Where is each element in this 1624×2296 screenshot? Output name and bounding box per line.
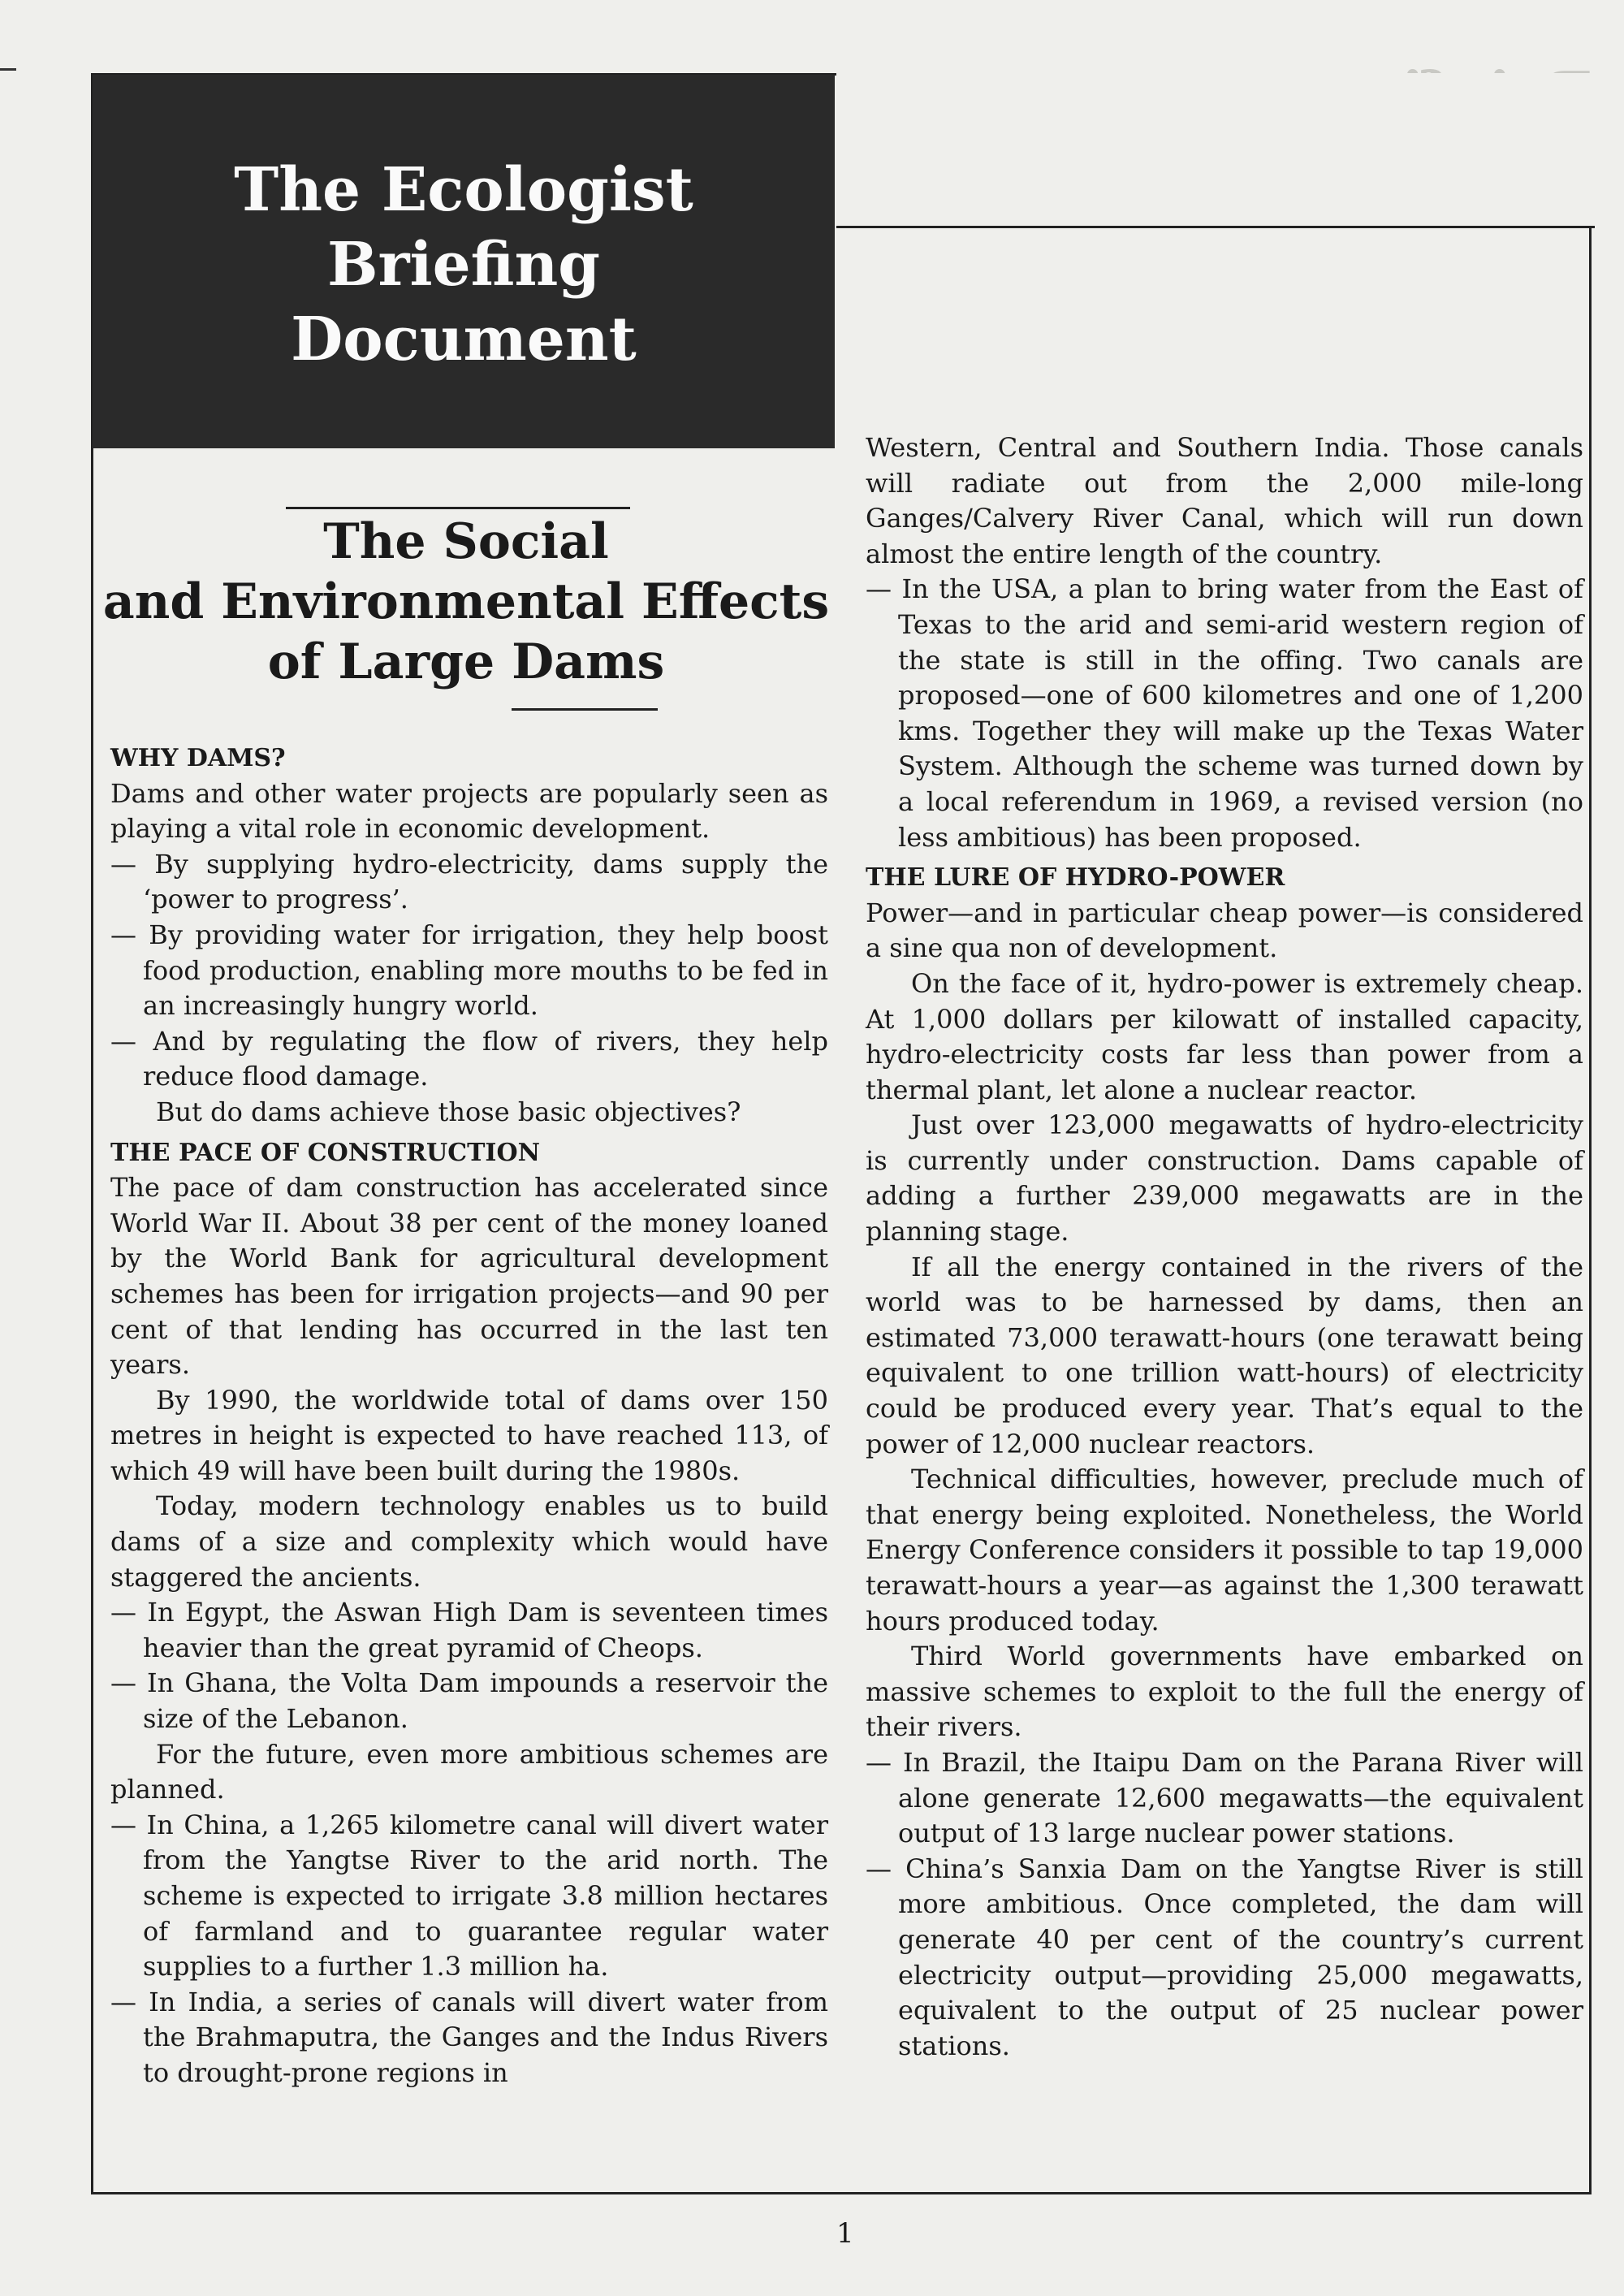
article-title bbox=[97, 512, 835, 692]
bullet-paragraph: — In Ghana, the Volta Dam impounds a reservoir the size of the Lebanon. bbox=[110, 1667, 828, 1735]
body-paragraph: Third World governments have embarked on massive schemes to exploit to the full the energy of their rivers. bbox=[866, 1641, 1583, 1743]
bullet-paragraph: — In India, a series of canals will divert water from the Brahmaputra, the Ganges and the Indus Rivers to drought-prone regions in bbox=[110, 1986, 828, 2088]
masthead-line-3: Document bbox=[291, 305, 637, 374]
body-paragraph: Western, Central and Southern India. Those canals will radiate out from the 2,000 mile-long Ganges/Calvery River Canal, which will run down almost the entire length of the country. bbox=[866, 432, 1583, 569]
body-paragraph: On the face of it, hydro-power is extremely cheap. At 1,000 dollars per kilowatt of installed capacity, hydro-electricity costs far less than power from a thermal plant, let alone a nuclear reactor. bbox=[866, 967, 1583, 1105]
article-title-line-1: The Social bbox=[323, 513, 609, 570]
section-heading: THE PACE OF CONSTRUCTION bbox=[110, 1138, 540, 1167]
section-heading: WHY DAMS? bbox=[110, 744, 286, 772]
body-paragraph: Power—and in particular cheap power—is considered a sine qua non of development. bbox=[866, 897, 1583, 964]
edge-mark bbox=[0, 68, 16, 71]
bullet-paragraph: — In the USA, a plan to bring water from the East of Texas to the arid and semi-arid western region of the state is still in the offing. Two canals are proposed—one of 600 kilometres and one of 1,200 kms. Together they will make up the Texas Water System. Although the scheme was turned down by a local referendum in 1969, a revised version (no less ambitious) has been proposed. bbox=[866, 573, 1583, 853]
right-column bbox=[866, 430, 1583, 2064]
bullet-paragraph: — China’s Sanxia Dam on the Yangtse River is still more ambitious. Once completed, the dam will generate 40 per cent of the country’s current electricity output—providing 25,000 megawatts, equivalent to the output of 25 nuclear power stations. bbox=[866, 1853, 1583, 2061]
body-paragraph: But do dams achieve those basic objectives? bbox=[156, 1096, 741, 1127]
article-title-line-2: and Environmental Effects bbox=[102, 573, 830, 630]
title-rule-top bbox=[286, 507, 630, 509]
bullet-paragraph: — In China, a 1,265 kilometre canal will divert water from the Yangtse River to the arid north. The scheme is expected to irrigate 3.8 million hectares of farmland and to guarantee regular water supplies to a further 1.3 million ha. bbox=[110, 1809, 828, 1983]
body-paragraph: Dams and other water projects are popularly seen as playing a vital role in economic development. bbox=[110, 777, 828, 845]
body-paragraph: The pace of dam construction has accelerated since World War II. About 38 per cent of the money loaned by the World Bank for agricultural development schemes has been for irrigation projects—and 90 per cent of that lending has occurred in the last ten years. bbox=[110, 1172, 828, 1381]
bullet-paragraph: — In Egypt, the Aswan High Dam is seventeen times heavier than the great pyramid of Cheops. bbox=[110, 1597, 828, 1663]
masthead-line-2: Briefing bbox=[326, 230, 601, 300]
bullet-paragraph: — In Brazil, the Itaipu Dam on the Parana River will alone generate 12,600 megawatts—the equivalent output of 13 large nuclear power stations. bbox=[866, 1746, 1583, 1849]
body-paragraph: Technical difficulties, however, preclude much of that energy being exploited. Nonetheless, the World Energy Conference considers it possible to tap 19,000 terawatt-hours a year—as against the 1,300 terawatt hours produced today. bbox=[866, 1464, 1583, 1637]
page-number: 1 bbox=[836, 2217, 854, 2250]
article-title-line-3: of Large Dams bbox=[267, 633, 665, 690]
body-paragraph: For the future, even more ambitious schemes are planned. bbox=[110, 1738, 828, 1805]
bullet-paragraph: — And by regulating the flow of rivers, they help reduce flood damage. bbox=[110, 1025, 828, 1092]
body-paragraph: By 1990, the worldwide total of dams over 150 metres in height is expected to have reached 113, of which 49 will have been built during the 1980s. bbox=[110, 1384, 828, 1486]
masthead-box bbox=[93, 75, 835, 448]
body-paragraph: If all the energy contained in the rivers of the world was to be harnessed by dams, then an estimated 73,000 terawatt-hours (one terawatt being equivalent to one trillion watt-hours) of electricity could be produced every year. That’s equal to the power of 12,000 nuclear reactors. bbox=[866, 1251, 1583, 1459]
body-paragraph: Today, modern technology enables us to build dams of a size and complexity which would have staggered the ancients. bbox=[110, 1490, 828, 1593]
bullet-paragraph: — By supplying hydro-electricity, dams supply the ‘power to progress’. bbox=[110, 848, 828, 915]
bullet-paragraph: — By providing water for irrigation, they help boost food production, enabling more mouths to be fed in an increasingly hungry world. bbox=[110, 919, 828, 1022]
left-column bbox=[110, 736, 828, 2091]
section-heading: THE LURE OF HYDRO-POWER bbox=[866, 863, 1285, 893]
title-rule-bottom bbox=[512, 708, 658, 711]
frame-notch bbox=[836, 73, 1595, 228]
masthead-line-1: The Ecologist bbox=[234, 155, 693, 225]
body-paragraph: Just over 123,000 megawatts of hydro-electricity is currently under construction. Dams capable of adding a further 239,000 megawatts are in the planning stage. bbox=[866, 1109, 1583, 1247]
